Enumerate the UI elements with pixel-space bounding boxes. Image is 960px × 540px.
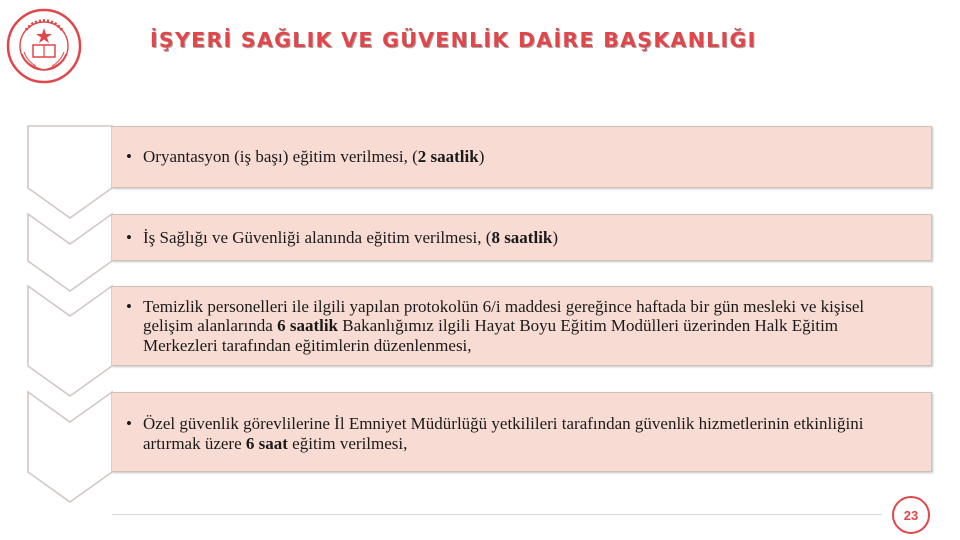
item-text (126, 147, 484, 167)
bullet-icon: • (126, 296, 132, 316)
item-text-0: Oryantasyon (iş başı) eğitim verilmesi, ( (143, 147, 418, 167)
chevron-arrow-2 (28, 214, 112, 291)
list-item (112, 286, 932, 366)
chevron-arrow-3 (28, 286, 112, 396)
list-item (112, 126, 932, 188)
item-text (126, 228, 558, 248)
item-text (126, 414, 909, 453)
chevron-arrow-1 (28, 126, 112, 218)
item-text-1-end: ) (552, 227, 559, 247)
page-title: İŞYERİ SAĞLIK VE GÜVENLİK DAİRE BAŞKANLIĞI (150, 28, 757, 52)
bullet-icon: • (126, 414, 132, 433)
footer-divider (112, 514, 882, 515)
item-text-3-end: eğitim verilmesi, (287, 433, 408, 453)
item-text-2-end: Bakanlığımız ilgili Hayat Boyu Eğitim Modülleri üzerinden Halk Eğitim Merkezleri tarafından eğitimlerin düzenlenmesi, (143, 316, 839, 355)
item-text-0-end: ) (478, 147, 485, 167)
item-text-3: Özel güvenlik görevlilerine İl Emniyet Müdürlüğü yetkilileri tarafından güvenlik hizmetlerinin etkinliğini artırmak üzere (143, 414, 864, 453)
list-item (112, 214, 932, 261)
page-number-badge (892, 496, 930, 534)
list-item (112, 392, 932, 472)
item-emphasis-0: 2 saatlik (417, 147, 479, 167)
item-text-1: İş Sağlığı ve Güvenliği alanında eğitim verilmesi, ( (143, 227, 492, 247)
bullet-icon: • (126, 227, 132, 247)
item-text (126, 297, 909, 356)
item-emphasis-1: 8 saatlik (491, 227, 553, 247)
item-emphasis-2: 6 saatlik (277, 316, 339, 336)
item-text-2: Temizlik personelleri ile ilgili yapılan protokolün 6/i maddesi gereğince haftada bir gün mesleki ve kişisel gelişim alanlarında (143, 296, 865, 336)
page-number: 23 (903, 507, 919, 523)
bullet-icon: • (126, 147, 132, 167)
item-emphasis-3: 6 saat (245, 433, 288, 453)
chevron-arrow-4 (28, 392, 112, 502)
